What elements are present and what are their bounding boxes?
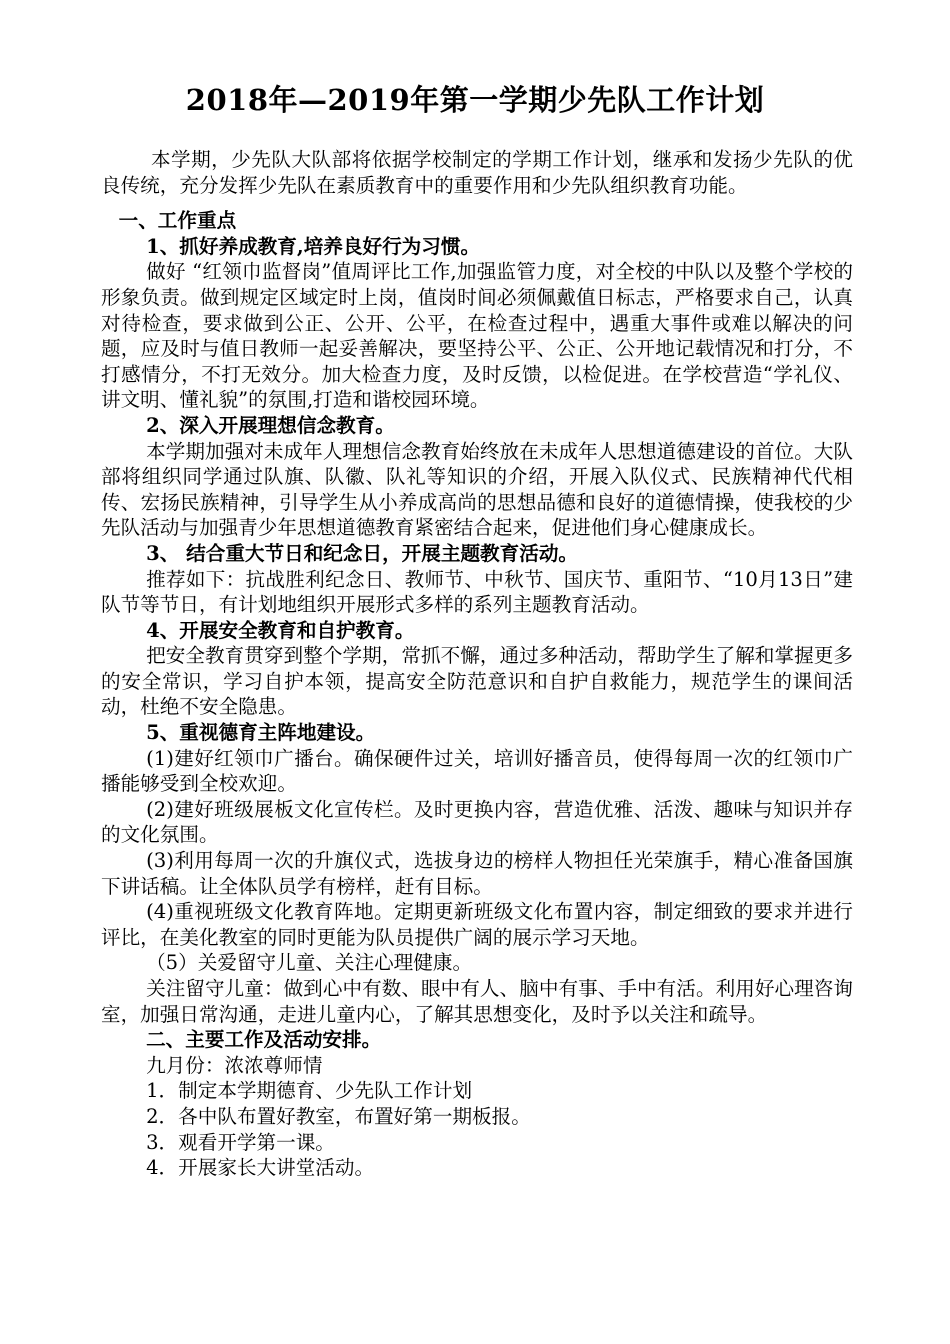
document-body: [101, 147, 853, 1181]
list-item-display-board: (2)建好班级展板文化宣传栏。及时更换内容，营造优雅、活泼、趣味与知识并存的文化氛围。: [101, 797, 853, 847]
section-heading-activities: 二、主要工作及活动安排。: [146, 1028, 382, 1052]
list-item: 4．开展家长大讲堂活动。: [146, 1156, 375, 1180]
paragraph-festival-themes: 推荐如下：抗战胜利纪念日、教师节、中秋节、国庆节、重阳节、“10月13日”建队节等节日，有计划地组织开展形式多样的系列主题教育活动。: [101, 567, 853, 617]
subheading-moral-front: 5、重视德育主阵地建设。: [146, 721, 376, 745]
subheading-safety-education: 4、开展安全教育和自护教育。: [146, 618, 415, 642]
paragraph-supervision-post: 做好 “红领巾监督岗”值周评比工作,加强监管力度，对全校的中队以及整个学校的形象负责。做到规定区域定时上岗，值岗时间必须佩戴值日标志，严格要求自己，认真对待检查，要求做到公正、公开、公平，在检查过程中，遇重大事件或难以解决的问题，应及时与值日教师一起妥善解决，要坚持公平、公正、公开地记载情况和打分，不打感情分，不打无效分。加大检查力度，及时反馈，以检促进。在学校营造“学礼仪、讲文明、懂礼貌”的氛围,打造和谐校园环境。: [101, 260, 853, 412]
list-item-class-culture: (4)重视班级文化教育阵地。定期更新班级文化布置内容，制定细致的要求并进行评比，在美化教室的同时更能为队员提供广阔的展示学习天地。: [101, 900, 853, 949]
paragraph-safety-education: 把安全教育贯穿到整个学期，常抓不懈，通过多种活动，帮助学生了解和掌握更多的安全常识，学习自护本领，提高安全防范意识和自护自救能力，规范学生的课间活动，杜绝不安全隐患。: [101, 644, 853, 719]
subheading-festival-themes: 3、 结合重大节日和纪念日，开展主题教育活动。: [146, 541, 579, 565]
paragraph-left-behind-children: 关注留守儿童：做到心中有数、眼中有人、脑中有事、手中有活。利用好心理咨询室，加强日常沟通，走进儿童内心，了解其思想变化，及时予以关注和疏导。: [101, 977, 853, 1026]
list-item-broadcast: (1)建好红领巾广播台。确保硬件过关，培训好播音员，使得每周一次的红领巾广播能够受到全校欢迎。: [101, 746, 853, 796]
list-item-left-behind-children: （5）关爱留守儿童、关注心理健康。: [146, 951, 473, 975]
paragraph-ideals-education: 本学期加强对未成年人理想信念教育始终放在未成年人思想道德建设的首位。大队部将组织同学通过队旗、队徽、队礼等知识的介绍，开展入队仪式、民族精神代代相传、宏扬民族精神，引导学生从小养成高尚的思想品德和良好的道德情操，使我校的少先队活动与加强青少年思想道德教育紧密结合起来，促进他们身心健康成长。: [101, 439, 853, 540]
intro-paragraph: 本学期，少先队大队部将依据学校制定的学期工作计划，继承和发扬少先队的优良传统，充分发挥少先队在素质教育中的重要作用和少先队组织教育功能。: [101, 148, 853, 197]
list-item: 2．各中队布置好教室，布置好第一期板报。: [146, 1104, 531, 1128]
list-item: 3．观看开学第一课。: [146, 1130, 335, 1154]
subheading-ideals-education: 2、深入开展理想信念教育。: [146, 413, 395, 437]
month-heading-september: 九月份：浓浓尊师情: [146, 1053, 323, 1077]
document-title: 2018年—2019年第一学期少先队工作计划: [185, 83, 765, 117]
subheading-habit-education: 1、抓好养成教育,培养良好行为习惯。: [146, 234, 481, 258]
section-heading-work-focus: 一、工作重点: [118, 209, 237, 233]
list-item: 1．制定本学期德育、少先队工作计划: [146, 1079, 473, 1103]
list-item-flag-ceremony: (3)利用每周一次的升旗仪式，选拔身边的榜样人物担任光荣旗手，精心准备国旗下讲话稿。让全体队员学有榜样，赶有目标。: [101, 849, 853, 898]
